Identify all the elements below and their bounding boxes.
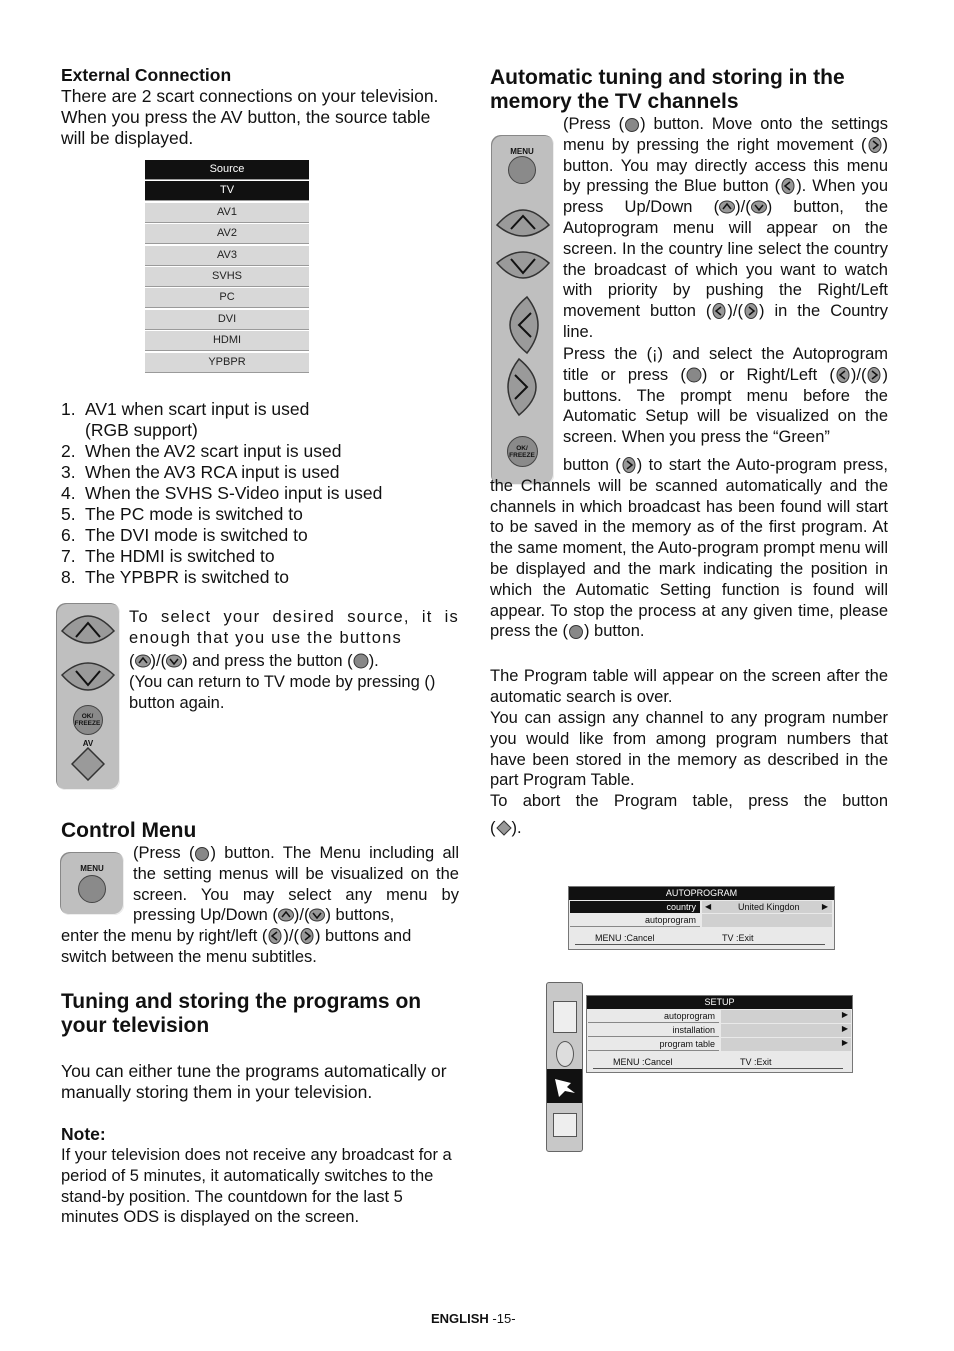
picture-tab-icon[interactable] <box>553 1001 577 1033</box>
ok-freeze-button <box>73 705 103 735</box>
remote-illustration-menu <box>491 135 554 485</box>
right-arrow-icon <box>501 357 545 417</box>
menu-cancel-hint: MENU :Cancel <box>595 933 655 943</box>
setup-tab-selected[interactable] <box>547 1069 582 1103</box>
menu-button-icon <box>78 875 106 903</box>
control-menu-text: (Press ( ) button. The Menu including all the setting menus will be visualized on the screen. You may select any menu by pressing Up/Down ( )/( ) buttons, <box>133 844 460 925</box>
list-item: 8. The YPBPR is switched to <box>61 567 289 587</box>
right-icon <box>299 928 315 944</box>
source-item-ypbpr[interactable]: YPBPR <box>145 353 309 373</box>
menu-label: MENU <box>510 147 534 156</box>
country-row-label[interactable]: country <box>570 901 700 913</box>
right-icon <box>866 367 882 383</box>
control-menu-heading: Control Menu <box>61 819 197 842</box>
control-menu-text-2: enter the menu by right/left ( )/( ) buttons and switch between the menu subtitles. <box>61 927 412 966</box>
external-connection-text: There are 2 scart connections on your television. When you press the AV button, the source table will be displayed. <box>61 86 439 148</box>
country-value-text: United Kingdon <box>738 902 800 912</box>
auto-tuning-text-2: Press the (¡) and select the Autoprogram title or press ( ) or Right/Left ( )/( ) buttons. The prompt menu before the Automatic Setup will be visualized on the screen. When you press the “Green” <box>563 345 888 447</box>
setup-row-value <box>721 1010 851 1023</box>
remote-illustration-source <box>56 603 120 790</box>
menu-icon <box>624 116 640 132</box>
menu-button-icon <box>508 156 536 184</box>
select-source-text-2: ( )/( ) and press the button ( ). <box>129 652 379 670</box>
av-label: AV <box>82 739 94 748</box>
auto-tuning-text-3: button ( ) to start the Auto-program press, the Channels will be scanned automatically and the channels in which broadcast has been found will start to be saved in the memory as of the first program. At the same moment, the Auto-program prompt menu will be displayed and the mark indicating the position in which the Automatic Setting function is found will appear. To stop the process at any given time, please press the ( ) button. <box>490 456 889 641</box>
right-icon <box>621 457 637 473</box>
auto-tuning-text-7: ( ). <box>490 819 522 837</box>
down-icon <box>166 653 182 669</box>
page-footer <box>431 1311 516 1326</box>
ok-freeze-label: OK/ FREEZE <box>509 445 535 459</box>
right-icon <box>743 303 759 319</box>
select-source-text-3: (You can return to TV mode by pressing () button again. <box>129 673 436 712</box>
source-item-av3[interactable]: AV3 <box>145 246 309 266</box>
list-item: (RGB support) <box>85 420 198 440</box>
page-number: -15- <box>492 1311 516 1326</box>
caret-right-icon: ▶ <box>841 1010 848 1019</box>
footer-language: ENGLISH <box>431 1311 489 1326</box>
external-connection-heading: External Connection <box>61 65 232 85</box>
menu-icon <box>194 845 210 861</box>
tv-exit-hint: TV :Exit <box>740 1057 772 1067</box>
left-icon <box>267 928 283 944</box>
list-item: 6. The DVI mode is switched to <box>61 525 308 545</box>
tv-exit-hint: TV :Exit <box>722 933 754 943</box>
auto-tuning-text-4: The Program table will appear on the screen after the automatic search is over. <box>490 667 888 706</box>
ok-freeze-label: OK/ FREEZE <box>74 713 101 727</box>
features-tab-icon[interactable] <box>553 1113 577 1137</box>
list-item: 4. When the SVHS S-Video input is used <box>61 483 383 503</box>
left-icon <box>835 367 851 383</box>
setup-tab-icon <box>547 1069 582 1103</box>
list-item: 3. When the AV3 RCA input is used <box>61 462 340 482</box>
left-icon <box>780 178 796 194</box>
auto-tuning-text-5: You can assign any channel to any program number you would like from among program numbers that have been stored in the memory as described in the part Program Table. <box>490 709 888 790</box>
autoprogram-row-value <box>702 914 832 927</box>
auto-tuning-heading: Automatic tuning and storing in the memory the TV channels <box>490 66 845 113</box>
source-table-header: Source <box>145 160 309 180</box>
menu-icon <box>568 623 584 639</box>
setup-row-autoprogram[interactable]: autoprogram <box>588 1010 719 1023</box>
source-item-dvi[interactable]: DVI <box>145 310 309 330</box>
ok-icon <box>353 653 369 669</box>
caret-left-icon: ◀ <box>705 902 712 911</box>
up-icon <box>719 199 735 215</box>
note-text: If your television does not receive any broadcast for a period of 5 minutes, it automatically switches to the stand-by position. The countdown for the last 5 minutes ODS is displayed on the screen. <box>61 1146 452 1227</box>
caret-right-icon: ▶ <box>821 902 828 911</box>
autoprogram-row-label[interactable]: autoprogram <box>570 914 700 927</box>
down-arrow-icon <box>58 653 118 701</box>
caret-right-icon: ▶ <box>841 1024 848 1033</box>
up-icon <box>278 907 294 923</box>
right-icon <box>867 137 883 153</box>
down-icon <box>309 907 325 923</box>
left-icon <box>711 303 727 319</box>
setup-row-program-table[interactable]: program table <box>588 1038 719 1051</box>
up-icon <box>135 653 151 669</box>
source-item-tv[interactable]: TV <box>145 181 309 201</box>
country-value[interactable] <box>702 901 832 913</box>
tuning-heading: Tuning and storing the programs on your television <box>61 990 422 1037</box>
setup-row-value <box>721 1038 851 1051</box>
caret-right-icon: ▶ <box>841 1038 848 1047</box>
source-item-hdmi[interactable]: HDMI <box>145 331 309 351</box>
source-item-av1[interactable]: AV1 <box>145 203 309 223</box>
menu-button-illustration <box>60 852 124 915</box>
setup-row-value <box>721 1024 851 1037</box>
down-icon <box>751 199 767 215</box>
sound-tab-icon[interactable] <box>556 1041 574 1067</box>
source-item-pc[interactable]: PC <box>145 288 309 308</box>
note-heading: Note: <box>61 1124 106 1144</box>
down-arrow-icon <box>493 243 553 289</box>
ok-icon <box>686 367 702 383</box>
source-item-svhs[interactable]: SVHS <box>145 267 309 287</box>
menu-label: MENU <box>80 864 104 873</box>
setup-title: SETUP <box>587 996 852 1009</box>
source-mode-list <box>61 399 382 588</box>
tuning-text: You can either tune the programs automatically or manually storing them in your television. <box>61 1061 447 1102</box>
av-diamond-icon <box>496 820 512 836</box>
auto-tuning-text-6: To abort the Program table, press the button <box>490 792 888 810</box>
autoprogram-menu <box>568 886 835 950</box>
av-diamond-icon <box>71 747 105 781</box>
list-item: 5. The PC mode is switched to <box>61 504 303 524</box>
source-item-av2[interactable]: AV2 <box>145 224 309 244</box>
source-table <box>145 160 309 374</box>
up-arrow-icon <box>493 199 553 245</box>
autoprogram-title: AUTOPROGRAM <box>569 887 834 900</box>
auto-tuning-text-1: (Press ( ) button. Move onto the settings menu by pressing the right movement ( ) button. You may directly access this menu by pressing the Blue button ( ). When you press Up/Down ( )/( ) button, the Autoprogram menu will appear on the screen. In the country line select the country the broadcast of which you want to watch with priority by pushing the Right/Left movement button ( )/( ) in the Country line. <box>563 115 889 341</box>
menu-cancel-hint: MENU :Cancel <box>613 1057 673 1067</box>
setup-menu <box>586 995 853 1073</box>
setup-row-installation[interactable]: installation <box>588 1024 719 1037</box>
left-arrow-icon <box>501 295 545 355</box>
list-item: 2. When the AV2 scart input is used <box>61 441 342 461</box>
select-source-text: To select your desired source, it is enough that you use the buttons <box>129 608 459 647</box>
list-item: 1. AV1 when scart input is used <box>61 399 310 419</box>
menu-tab-bar <box>546 982 583 1152</box>
list-item: 7. The HDMI is switched to <box>61 546 275 566</box>
up-arrow-icon <box>58 605 118 653</box>
